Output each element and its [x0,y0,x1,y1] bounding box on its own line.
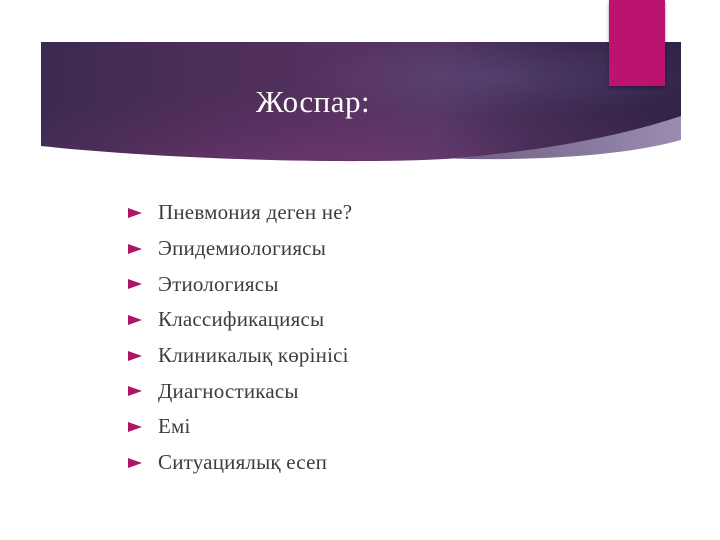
triangle-bullet-icon [128,315,142,325]
list-item-label: Клиникалық көрінісі [158,343,349,368]
list-item-label: Этиологиясы [158,271,279,296]
list-item [128,445,352,481]
list-item-label: Эпидемиологиясы [158,236,327,261]
list-item-label: Пневмония деген не? [158,200,353,225]
slide-title: Жоспар: [255,84,371,119]
triangle-bullet-icon [128,458,142,468]
list-item-label: Ситуациялық есеп [158,450,328,475]
list-item [128,231,352,267]
list-item [128,195,352,231]
triangle-bullet-icon [128,422,142,432]
list-item [128,409,352,445]
list-item [128,302,352,338]
accent-tab [609,0,665,86]
list-item-label: Диагностикасы [158,378,299,403]
list-item [128,338,352,374]
list-item [128,266,352,302]
list-item [128,373,352,409]
triangle-bullet-icon [128,244,142,254]
list-item-label: Емі [158,414,191,439]
triangle-bullet-icon [128,208,142,218]
triangle-bullet-icon [128,386,142,396]
triangle-bullet-icon [128,351,142,361]
triangle-bullet-icon [128,279,142,289]
list-item-label: Классификациясы [158,307,325,332]
bullet-list [128,195,352,481]
